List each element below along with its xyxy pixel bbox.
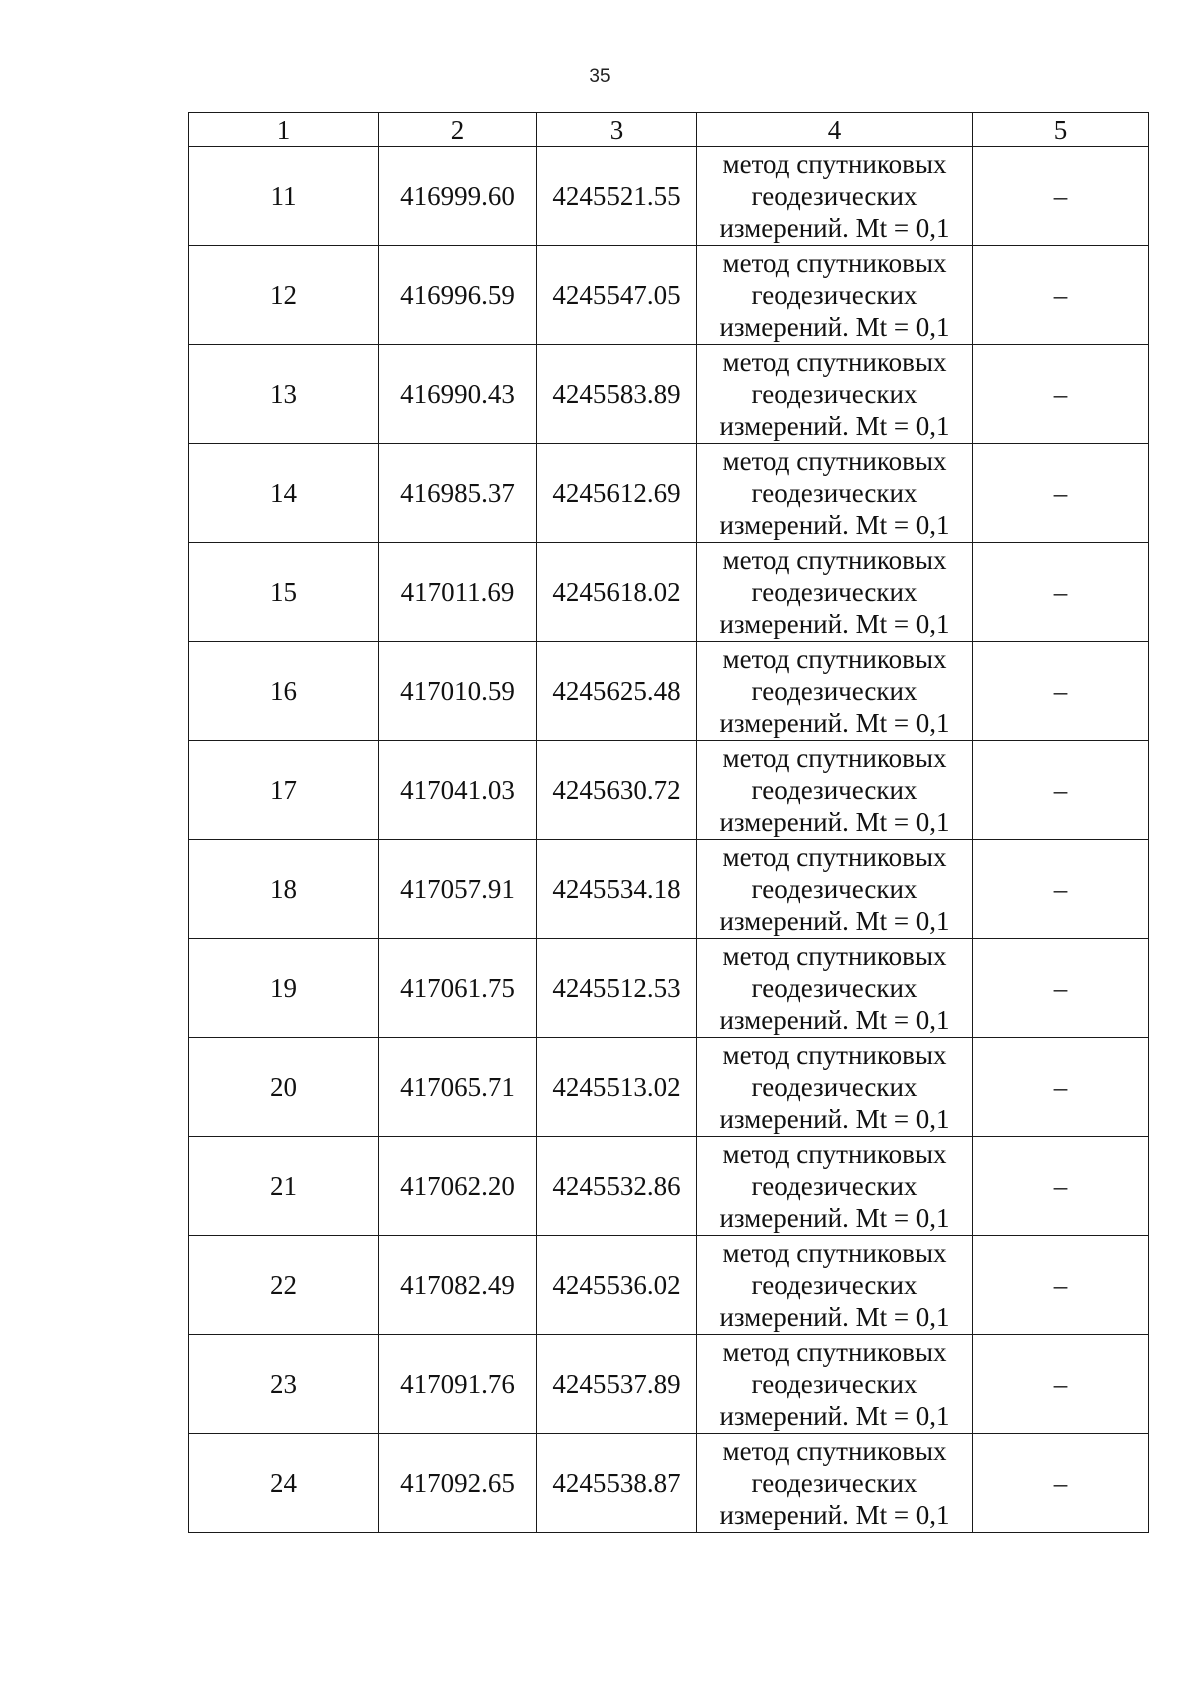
x-coordinate-cell: 416985.37 <box>379 444 537 543</box>
method-text-line: геодезических <box>751 181 918 211</box>
x-coordinate-cell: 417041.03 <box>379 741 537 840</box>
x-coordinate-cell: 417065.71 <box>379 1038 537 1137</box>
x-coordinate-cell: 417092.65 <box>379 1434 537 1533</box>
method-text-line: метод спутниковых <box>722 1040 947 1070</box>
y-coordinate-cell: 4245513.02 <box>537 1038 697 1137</box>
x-coordinate-cell: 417057.91 <box>379 840 537 939</box>
method-cell <box>697 246 973 345</box>
method-text-line: геодезических <box>751 874 918 904</box>
y-coordinate-cell: 4245538.87 <box>537 1434 697 1533</box>
method-text-line: метод спутниковых <box>722 347 947 377</box>
method-text-line: геодезических <box>751 1369 918 1399</box>
y-coordinate-cell: 4245534.18 <box>537 840 697 939</box>
table-row <box>189 741 1149 840</box>
table-row <box>189 543 1149 642</box>
column-5-cell: – <box>973 1335 1149 1434</box>
method-text-line: геодезических <box>751 478 918 508</box>
y-coordinate-cell: 4245532.86 <box>537 1137 697 1236</box>
coordinates-table <box>188 112 1149 1533</box>
method-text-line: геодезических <box>751 1072 918 1102</box>
method-cell <box>697 1434 973 1533</box>
method-cell <box>697 1335 973 1434</box>
point-number-cell: 22 <box>189 1236 379 1335</box>
method-text-line: метод спутниковых <box>722 446 947 476</box>
x-coordinate-cell: 417061.75 <box>379 939 537 1038</box>
table-row <box>189 1335 1149 1434</box>
method-text-line: измерений. Mt = 0,1 <box>719 1302 950 1332</box>
table-row <box>189 147 1149 246</box>
x-coordinate-cell: 417082.49 <box>379 1236 537 1335</box>
column-5-cell: – <box>973 345 1149 444</box>
method-text-line: измерений. Mt = 0,1 <box>719 906 950 936</box>
column-5-cell: – <box>973 1038 1149 1137</box>
column-header-1: 1 <box>189 113 379 147</box>
y-coordinate-cell: 4245512.53 <box>537 939 697 1038</box>
y-coordinate-cell: 4245618.02 <box>537 543 697 642</box>
method-cell <box>697 444 973 543</box>
y-coordinate-cell: 4245630.72 <box>537 741 697 840</box>
table-header-row <box>189 113 1149 147</box>
method-text-line: метод спутниковых <box>722 644 947 674</box>
point-number-cell: 14 <box>189 444 379 543</box>
table-row <box>189 444 1149 543</box>
method-cell <box>697 840 973 939</box>
method-text-line: измерений. Mt = 0,1 <box>719 807 950 837</box>
column-5-cell: – <box>973 642 1149 741</box>
column-5-cell: – <box>973 543 1149 642</box>
x-coordinate-cell: 417010.59 <box>379 642 537 741</box>
method-cell <box>697 1137 973 1236</box>
table-row <box>189 939 1149 1038</box>
y-coordinate-cell: 4245612.69 <box>537 444 697 543</box>
x-coordinate-cell: 416999.60 <box>379 147 537 246</box>
method-text-line: измерений. Mt = 0,1 <box>719 1005 950 1035</box>
method-text-line: измерений. Mt = 0,1 <box>719 609 950 639</box>
point-number-cell: 19 <box>189 939 379 1038</box>
method-text-line: метод спутниковых <box>722 743 947 773</box>
column-5-cell: – <box>973 1434 1149 1533</box>
method-cell <box>697 543 973 642</box>
point-number-cell: 17 <box>189 741 379 840</box>
point-number-cell: 20 <box>189 1038 379 1137</box>
method-cell <box>697 939 973 1038</box>
method-text-line: измерений. Mt = 0,1 <box>719 411 950 441</box>
y-coordinate-cell: 4245537.89 <box>537 1335 697 1434</box>
point-number-cell: 18 <box>189 840 379 939</box>
table-row <box>189 345 1149 444</box>
point-number-cell: 12 <box>189 246 379 345</box>
y-coordinate-cell: 4245625.48 <box>537 642 697 741</box>
column-5-cell: – <box>973 246 1149 345</box>
x-coordinate-cell: 417091.76 <box>379 1335 537 1434</box>
x-coordinate-cell: 416996.59 <box>379 246 537 345</box>
column-5-cell: – <box>973 939 1149 1038</box>
method-text-line: метод спутниковых <box>722 1337 947 1367</box>
method-text-line: измерений. Mt = 0,1 <box>719 708 950 738</box>
column-5-cell: – <box>973 1236 1149 1335</box>
table-row <box>189 1137 1149 1236</box>
method-cell <box>697 1038 973 1137</box>
method-text-line: метод спутниковых <box>722 1139 947 1169</box>
method-text-line: геодезических <box>751 676 918 706</box>
method-text-line: геодезических <box>751 973 918 1003</box>
y-coordinate-cell: 4245547.05 <box>537 246 697 345</box>
method-text-line: метод спутниковых <box>722 248 947 278</box>
x-coordinate-cell: 417011.69 <box>379 543 537 642</box>
y-coordinate-cell: 4245536.02 <box>537 1236 697 1335</box>
point-number-cell: 15 <box>189 543 379 642</box>
method-text-line: измерений. Mt = 0,1 <box>719 312 950 342</box>
point-number-cell: 13 <box>189 345 379 444</box>
column-header-5: 5 <box>973 113 1149 147</box>
column-5-cell: – <box>973 1137 1149 1236</box>
column-5-cell: – <box>973 840 1149 939</box>
method-text-line: измерений. Mt = 0,1 <box>719 1500 950 1530</box>
method-text-line: метод спутниковых <box>722 545 947 575</box>
method-cell <box>697 1236 973 1335</box>
method-text-line: геодезических <box>751 577 918 607</box>
method-text-line: метод спутниковых <box>722 1436 947 1466</box>
method-text-line: метод спутниковых <box>722 1238 947 1268</box>
table-row <box>189 1038 1149 1137</box>
table-row <box>189 840 1149 939</box>
x-coordinate-cell: 417062.20 <box>379 1137 537 1236</box>
method-text-line: геодезических <box>751 1171 918 1201</box>
method-cell <box>697 741 973 840</box>
method-text-line: измерений. Mt = 0,1 <box>719 1104 950 1134</box>
table-row <box>189 1434 1149 1533</box>
x-coordinate-cell: 416990.43 <box>379 345 537 444</box>
method-text-line: геодезических <box>751 1270 918 1300</box>
method-text-line: геодезических <box>751 1468 918 1498</box>
column-5-cell: – <box>973 147 1149 246</box>
column-header-3: 3 <box>537 113 697 147</box>
point-number-cell: 16 <box>189 642 379 741</box>
table-row <box>189 1236 1149 1335</box>
column-5-cell: – <box>973 741 1149 840</box>
method-text-line: метод спутниковых <box>722 149 947 179</box>
y-coordinate-cell: 4245521.55 <box>537 147 697 246</box>
method-text-line: измерений. Mt = 0,1 <box>719 510 950 540</box>
method-text-line: геодезических <box>751 379 918 409</box>
table-body <box>189 147 1149 1533</box>
method-text-line: измерений. Mt = 0,1 <box>719 1401 950 1431</box>
method-cell <box>697 345 973 444</box>
column-5-cell: – <box>973 444 1149 543</box>
method-text-line: геодезических <box>751 775 918 805</box>
table-row <box>189 246 1149 345</box>
point-number-cell: 24 <box>189 1434 379 1533</box>
point-number-cell: 21 <box>189 1137 379 1236</box>
column-header-4: 4 <box>697 113 973 147</box>
method-text-line: метод спутниковых <box>722 842 947 872</box>
method-text-line: измерений. Mt = 0,1 <box>719 1203 950 1233</box>
column-header-2: 2 <box>379 113 537 147</box>
point-number-cell: 23 <box>189 1335 379 1434</box>
method-text-line: измерений. Mt = 0,1 <box>719 213 950 243</box>
method-text-line: метод спутниковых <box>722 941 947 971</box>
point-number-cell: 11 <box>189 147 379 246</box>
table-row <box>189 642 1149 741</box>
method-cell <box>697 642 973 741</box>
y-coordinate-cell: 4245583.89 <box>537 345 697 444</box>
method-cell <box>697 147 973 246</box>
method-text-line: геодезических <box>751 280 918 310</box>
page-number: 35 <box>589 66 611 87</box>
